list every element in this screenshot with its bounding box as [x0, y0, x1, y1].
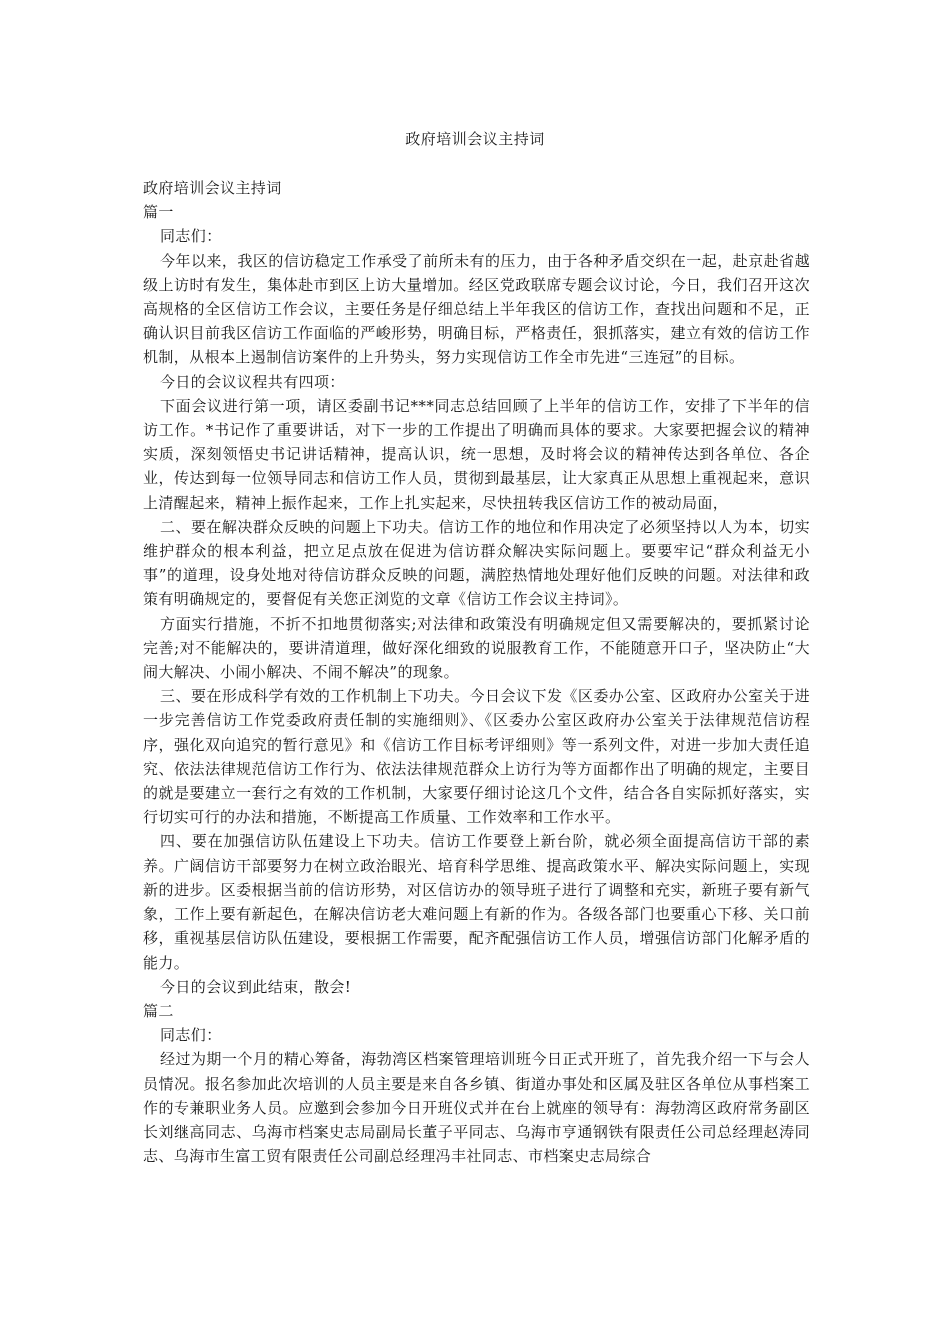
paragraph: 经过为期一个月的精心筹备，海勃湾区档案管理培训班今日正式开班了，首先我介绍一下与会人员情况。报名参加此次培训的人员主要是来自各乡镇、街道办事处和区属及驻区各单位从事档案工作的专兼职业务人员。应邀到会参加今日开班仪式并在台上就座的领导有：海勃湾区政府常务副区长刘继高同志、乌海市档案史志局副局长董子平同志、乌海市亨通钢铁有限责任公司总经理赵涛同志、乌海市生富工贸有限责任公司副总经理冯丰社同志、市档案史志局综合	[143, 1050, 810, 1166]
greeting: 同志们：	[160, 1026, 222, 1045]
document-title: 政府培训会议主持词	[405, 130, 545, 148]
document-subtitle: 政府培训会议主持词	[143, 179, 282, 197]
paragraph: 今日的会议到此结束，散会!	[160, 977, 352, 996]
part-heading: 篇一	[143, 203, 174, 222]
paragraph: 方面实行措施，不折不扣地贯彻落实;对法律和政策没有明确规定但又需要解决的，要抓紧讨论完善;对不能解决的，要讲清道理，做好深化细致的说服教育工作，不能随意开口子，坚决防止“大闹大解决、小闹小解决、不闹不解决”的现象。	[143, 614, 810, 682]
part-heading: 篇二	[143, 1001, 174, 1020]
greeting: 同志们：	[160, 227, 222, 246]
document-body	[143, 176, 810, 1168]
paragraph: 三、要在形成科学有效的工作机制上下功夫。今日会议下发《区委办公室、区政府办公室关于进一步完善信访工作党委政府责任制的实施细则》、《区委办公室区政府办公室关于法律规范信访程序，强化双向追究的暂行意见》和《信访工作目标考评细则》等一系列文件，对进一步加大责任追究、依法法律规范信访工作行为、依法法律规范群众上访行为等方面都作出了明确的规定，主要目的就是要建立一套行之有效的工作机制，大家要仔细讨论这几个文件，结合各自实际抓好落实，实行切实可行的办法和措施，不断提高工作质量、工作效率和工作水平。	[143, 687, 810, 827]
paragraph: 下面会议进行第一项，请区委副书记***同志总结回顾了上半年的信访工作，安排了下半年的信访工作。*书记作了重要讲话，对下一步的工作提出了明确而具体的要求。大家要把握会议的精神实质，深刻领悟史书记讲话精神，提高认识，统一思想，及时将会议的精神传达到各单位、各企业，传达到每一位领导同志和信访工作人员，贯彻到最基层，让大家真正从思想上重视起来，意识上清醒起来，精神上振作起来，工作上扎实起来，尽快扭转我区信访工作的被动局面，	[143, 396, 810, 512]
paragraph: 今年以来，我区的信访稳定工作承受了前所未有的压力，由于各种矛盾交织在一起，赴京赴省越级上访时有发生，集体赴市到区上访大量增加。经区党政联席专题会议讨论，今日，我们召开这次高规格的全区信访工作会议，主要任务是仔细总结上半年我区的信访工作，查找出问题和不足，正确认识目前我区信访工作面临的严峻形势，明确目标，严格责任，狠抓落实，建立有效的信访工作机制，从根本上遏制信访案件的上升势头，努力实现信访工作全市先进“三连冠”的目标。	[143, 251, 810, 367]
paragraph: 四、要在加强信访队伍建设上下功夫。信访工作要登上新台阶，就必须全面提高信访干部的素养。广阔信访干部要努力在树立政治眼光、培育科学思维、提高政策水平、解决实际问题上，实现新的进步。区委根据当前的信访形势，对区信访办的领导班子进行了调整和充实，新班子要有新气象，工作上要有新起色，在解决信访老大难问题上有新的作为。各级各部门也要重心下移、关口前移，重视基层信访队伍建设，要根据工作需要，配齐配强信访工作人员，增强信访部门化解矛盾的能力。	[143, 832, 810, 972]
paragraph: 今日的会议议程共有四项：	[160, 372, 345, 391]
paragraph: 二、要在解决群众反映的问题上下功夫。信访工作的地位和作用决定了必须坚持以人为本，切实维护群众的根本利益，把立足点放在促进为信访群众解决实际问题上。要要牢记“群众利益无小事”的道理，设身处地对待信访群众反映的问题，满腔热情地处理好他们反映的问题。对法律和政策有明确规定的，要督促有关您正浏览的文章《信访工作会议主持词》。	[143, 517, 810, 609]
